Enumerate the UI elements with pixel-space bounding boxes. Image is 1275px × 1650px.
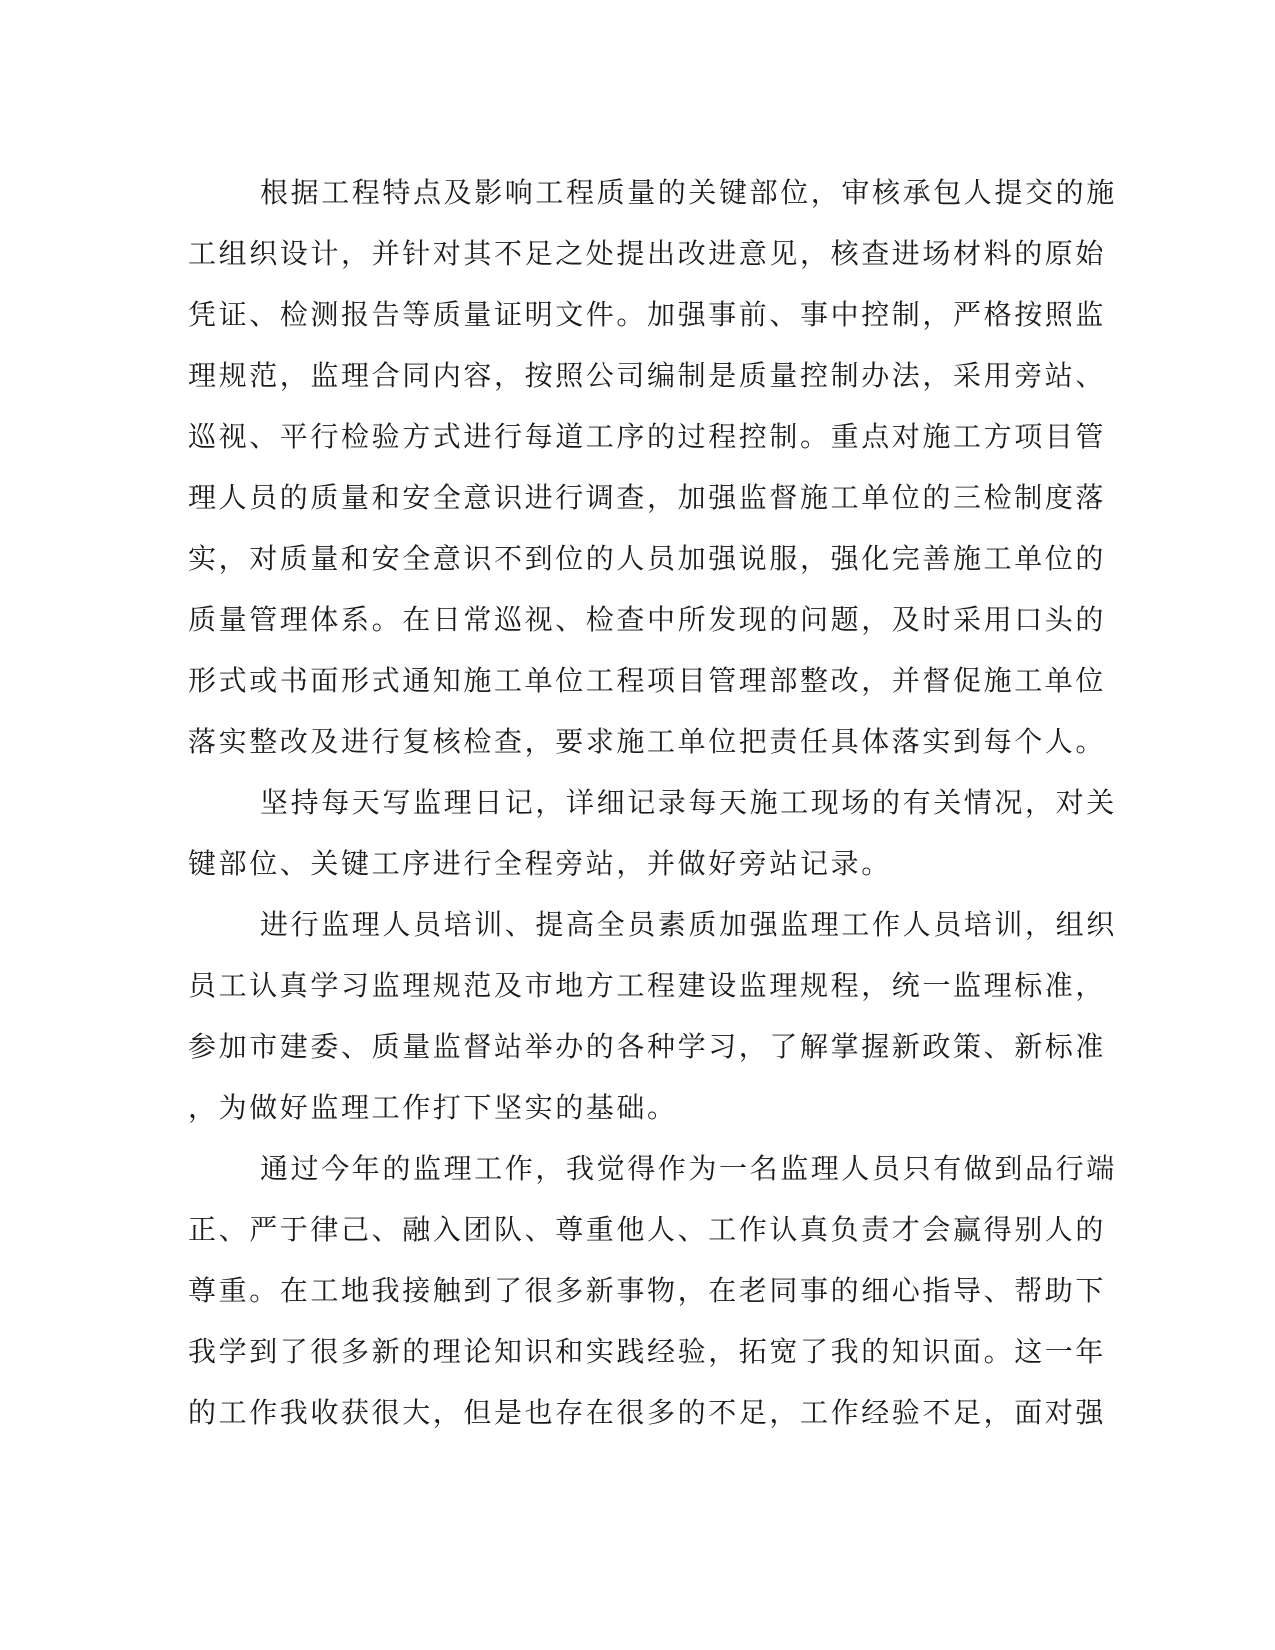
text-line: 理人员的质量和安全意识进行调查，加强监督施工单位的三检制度落 [188,481,1107,514]
text-line: 参加市建委、质量监督站举办的各种学习，了解掌握新政策、新标准 [188,1030,1107,1063]
text-line: 通过今年的监理工作，我觉得作为一名监理人员只有做到品行端 [260,1152,1117,1185]
text-line: 质量管理体系。在日常巡视、检查中所发现的问题，及时采用口头的 [188,603,1107,636]
text-line: 尊重。在工地我接触到了很多新事物，在老同事的细心指导、帮助下 [188,1274,1107,1307]
text-line: 我学到了很多新的理论知识和实践经验，拓宽了我的知识面。这一年 [188,1335,1107,1368]
text-line: 凭证、检测报告等质量证明文件。加强事前、事中控制，严格按照监 [188,298,1107,331]
text-line: 实，对质量和安全意识不到位的人员加强说服，强化完善施工单位的 [188,542,1107,575]
text-line: 理规范，监理合同内容，按照公司编制是质量控制办法，采用旁站、 [188,359,1107,392]
text-line: ，为做好监理工作打下坚实的基础。 [188,1091,678,1124]
text-line: 工组织设计，并针对其不足之处提出改进意见，核查进场材料的原始 [188,237,1107,270]
text-line: 键部位、关键工序进行全程旁站，并做好旁站记录。 [188,847,892,880]
text-line: 员工认真学习监理规范及市地方工程建设监理规程，统一监理标准， [188,969,1107,1002]
text-line: 巡视、平行检验方式进行每道工序的过程控制。重点对施工方项目管 [188,420,1107,453]
text-line: 根据工程特点及影响工程质量的关键部位，审核承包人提交的施 [260,176,1117,209]
paragraph-supervision-diary [188,772,1117,894]
text-line: 形式或书面形式通知施工单位工程项目管理部整改，并督促施工单位 [188,664,1107,697]
paragraph-personal-reflection [188,1138,1117,1443]
text-line: 的工作我收获很大，但是也存在很多的不足，工作经验不足，面对强 [188,1396,1107,1429]
text-line: 落实整改及进行复核检查，要求施工单位把责任具体落实到每个人。 [188,725,1107,758]
text-line: 正、严于律己、融入团队、尊重他人、工作认真负责才会赢得别人的 [188,1213,1107,1246]
paragraph-staff-training [188,894,1117,1138]
text-line: 坚持每天写监理日记，详细记录每天施工现场的有关情况，对关 [260,786,1117,819]
paragraph-quality-control [188,162,1117,772]
body-text [188,162,1117,1443]
text-line: 进行监理人员培训、提高全员素质加强监理工作人员培训，组织 [260,908,1117,941]
